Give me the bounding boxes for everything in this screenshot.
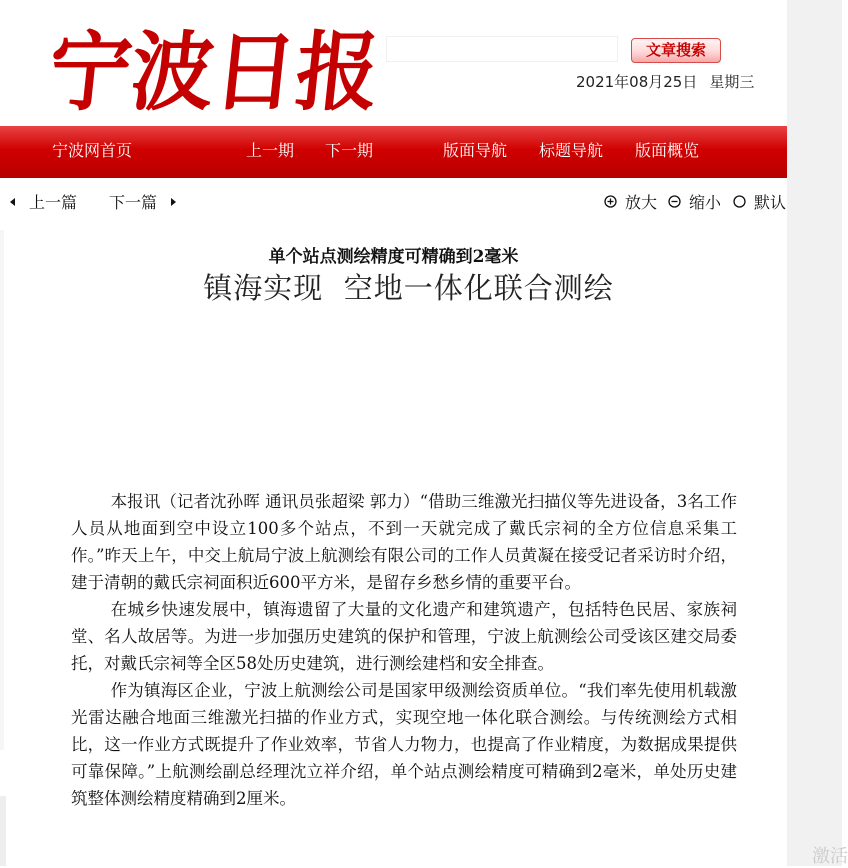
zoom-in-icon bbox=[604, 195, 617, 208]
next-article-link[interactable] bbox=[109, 190, 176, 213]
article-paragraph: 本报讯（记者沈孙晖 通讯员张超梁 郭力）“借助三维激光扫描仪等先进设备，3名工作人员从地面到空中设立100多个站点，不到一天就完成了戴氏宗祠的全方位信息采集工作。”昨天上午，中交上航局宁波上航测绘有限公司的工作人员黄凝在接受记者采访时介绍，建于清朝的戴氏宗祠面积近600平方米，是留存乡愁乡情的重要平台。 bbox=[71, 492, 737, 592]
caret-right-icon bbox=[171, 198, 176, 206]
caret-left-icon bbox=[10, 198, 15, 206]
article-subtitle: 单个站点测绘精度可精确到2毫米 bbox=[268, 247, 519, 267]
zoom-default-label: 默认 bbox=[754, 193, 787, 212]
issue-date bbox=[576, 71, 766, 92]
article-body bbox=[71, 488, 737, 812]
article-search-button[interactable]: 文章搜索 bbox=[631, 38, 721, 63]
article-paragraph: 在城乡快速发展中，镇海遗留了大量的文化遗产和建筑遗产，包括特色民居、家族祠堂、名人故居等。为进一步加强历史建筑的保护和管理，宁波上航测绘公司受该区建交局委托，对戴氏宗祠等全区58处历史建筑，进行测绘建档和安全排查。 bbox=[71, 600, 737, 673]
nav-title-navigation[interactable]: 标题导航 bbox=[539, 141, 604, 160]
prev-article-label: 上一篇 bbox=[29, 193, 78, 212]
article-title: 镇海实现 空地一体化联合测绘 bbox=[203, 271, 614, 305]
nav-home[interactable]: 宁波网首页 bbox=[52, 141, 133, 160]
zoom-out-icon bbox=[668, 195, 681, 208]
right-gutter bbox=[787, 0, 842, 866]
search-input[interactable] bbox=[386, 36, 618, 62]
weekday-text: 星期三 bbox=[709, 73, 755, 91]
zoom-out-button[interactable] bbox=[668, 190, 721, 213]
newspaper-logo[interactable] bbox=[43, 4, 399, 123]
zoom-out-label: 缩小 bbox=[689, 193, 722, 212]
nav-page-overview[interactable]: 版面概览 bbox=[635, 141, 700, 160]
logo-text: 宁波日报 bbox=[43, 22, 399, 123]
zoom-default-button[interactable] bbox=[733, 190, 786, 213]
nav-page-navigation[interactable]: 版面导航 bbox=[443, 141, 508, 160]
left-edge bbox=[0, 230, 4, 750]
article-paragraph: 作为镇海区企业，宁波上航测绘公司是国家甲级测绘资质单位。“我们率先使用机载激光雷达融合地面三维激光扫描的作业方式，实现空地一体化联合测绘。与传统测绘方式相比，这一作业方式既提升了作业效率，节省人力物力，也提高了作业精度，为数据成果提供可靠保障。”上航测绘副总经理沈立祥介绍，单个站点测绘精度可精确到2毫米，单处历史建筑整体测绘精度精确到2厘米。 bbox=[71, 681, 737, 808]
next-article-label: 下一篇 bbox=[109, 193, 158, 212]
date-text: 2021年08月25日 bbox=[576, 73, 698, 91]
nav-next-issue[interactable]: 下一期 bbox=[325, 141, 374, 160]
activation-watermark: 激活 bbox=[812, 846, 848, 867]
nav-previous-issue[interactable]: 上一期 bbox=[246, 141, 295, 160]
prev-article-link[interactable] bbox=[10, 190, 77, 213]
main-navbar bbox=[0, 126, 787, 178]
zoom-default-icon bbox=[733, 195, 746, 208]
article-toolbar bbox=[0, 184, 787, 216]
zoom-in-label: 放大 bbox=[625, 193, 658, 212]
left-edge-lower bbox=[0, 796, 6, 866]
zoom-in-button[interactable] bbox=[604, 190, 657, 213]
